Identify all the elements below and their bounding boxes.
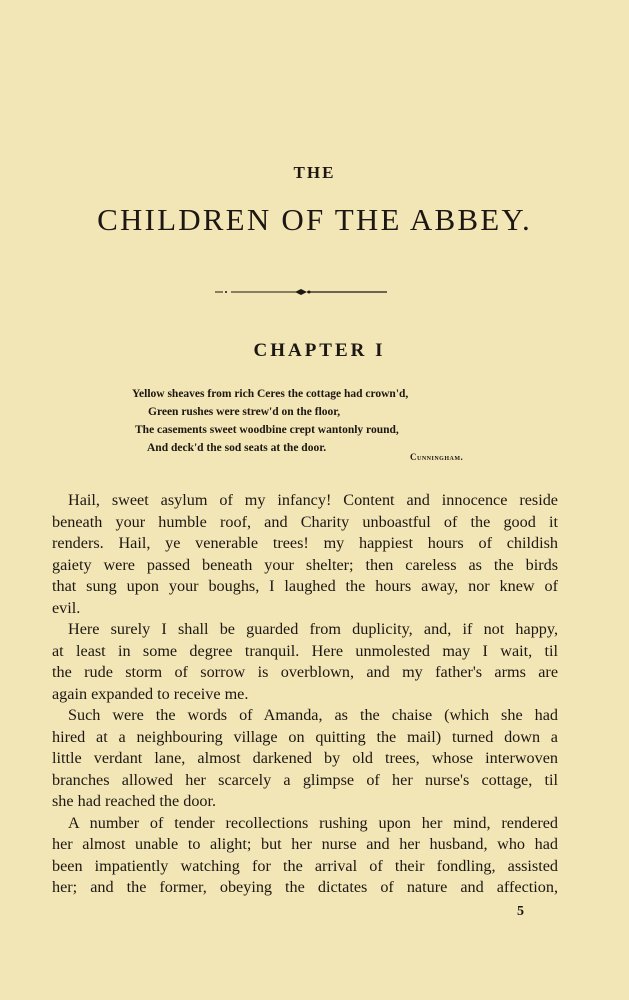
body-line: beneath your humble roof, and Charity unboastful of the good it xyxy=(52,512,558,531)
epigraph-line: And deck'd the sod seats at the door. xyxy=(147,442,327,454)
ornament-rule xyxy=(215,284,387,300)
body-line: Hail, sweet asylum of my infancy! Content and innocence reside xyxy=(68,491,558,509)
epigraph-line: Yellow sheaves from rich Ceres the cottage had crown'd, xyxy=(132,388,409,400)
body-line: her almost unable to alight; but her nurse and her husband, who had xyxy=(52,835,558,853)
body-line: gaiety were passed beneath your shelter; then careless as the birds xyxy=(52,555,558,574)
body-line: Here surely I shall be guarded from duplicity, and, if not happy, xyxy=(68,620,558,638)
body-line: hired at a neighbouring village on quitting the mail) turned down a xyxy=(52,727,558,746)
body-line: little verdant lane, almost darkened by old trees, whose interwoven xyxy=(52,749,558,767)
body-line: she had reached the door. xyxy=(52,792,217,810)
body-line: evil. xyxy=(52,598,81,617)
book-title: CHILDREN OF THE ABBEY. xyxy=(97,202,532,237)
body-line: renders. Hail, ye venerable trees! my happiest hours of childish xyxy=(52,534,558,552)
body-text xyxy=(52,490,558,899)
body-line: again expanded to receive me. xyxy=(52,684,249,703)
chapter-heading: CHAPTER I xyxy=(253,340,386,361)
body-line: A number of tender recollections rushing upon her mind, rendered xyxy=(68,813,558,832)
epigraph-line: The casements sweet woodbine crept wantonly round, xyxy=(135,424,399,436)
body-line: Such were the words of Amanda, as the chaise (which she had xyxy=(68,706,558,724)
epigraph xyxy=(132,385,492,457)
epigraph-attribution: Cunningham. xyxy=(410,452,464,462)
body-line: branches allowed her scarcely a glimpse of her nurse's cottage, til xyxy=(52,770,558,789)
epigraph-line: Green rushes were strew'd on the floor, xyxy=(148,406,341,418)
title-article: THE xyxy=(293,163,336,182)
page-number: 5 xyxy=(517,904,524,919)
body-line: at least in some degree tranquil. Here unmolested may I wait, til xyxy=(52,641,558,660)
body-line: been impatiently watching for the arrival of their fondling, assisted xyxy=(52,856,558,875)
body-line: the rude storm of sorrow is overblown, and my father's arms are xyxy=(52,663,558,681)
body-line: that sung upon your boughs, I laughed the hours away, nor knew of xyxy=(52,577,558,595)
body-line: her; and the former, obeying the dictates of nature and affection, xyxy=(52,878,558,896)
